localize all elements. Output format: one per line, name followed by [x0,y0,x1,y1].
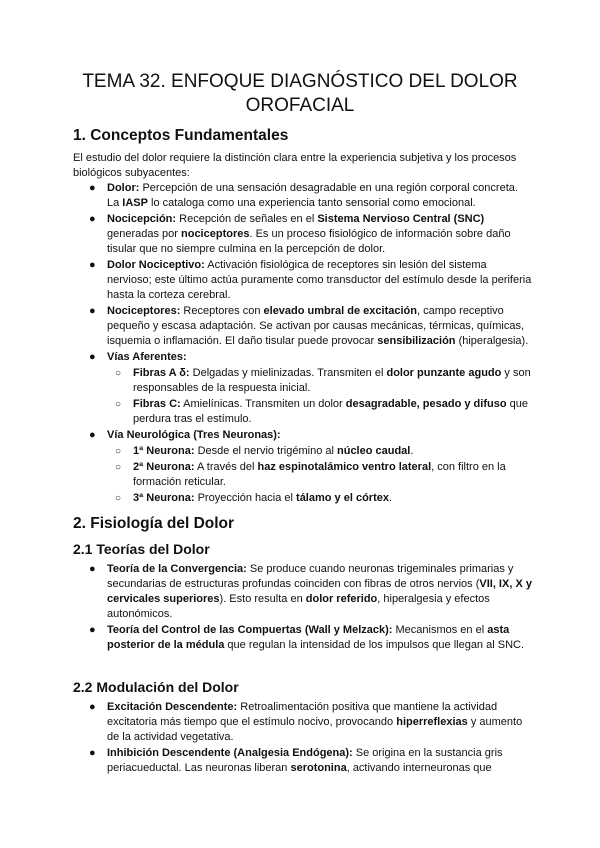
page-title: TEMA 32. ENFOQUE DIAGNÓSTICO DEL DOLOR OROFACIAL [82,71,518,116]
list-item-inhibicion: ● Inhibición Descendente (Analgesia Endógena): Se origina en la sustancia gris periacueductal. Las neuronas liberan serotonina, activando interneuronas que [89,747,503,774]
list-item-dolor: ● Dolor: Percepción de una sensación desagradable en una región corporal concreta. La IASP lo cataloga como una experiencia tanto sensorial como emocional. [89,182,518,209]
list-item-compuertas: ● Teoría del Control de las Compuertas (Wall y Melzack): Mecanismos en el asta posterior de la médula que regulan la intensidad de los impulsos que llegan al SNC. [89,624,525,651]
conceptos-list [73,181,533,507]
list-item-excitacion: ● Excitación Descendente: Retroalimentación positiva que mantiene la actividad excitatoria más tiempo que el estímulo nocivo, provocando hiperreflexias y aumento de la actividad vegetativa. [89,701,523,743]
list-item-neurona-1: ○ 1ª Neurona: Desde el nervio trigémino al núcleo caudal. [115,445,414,457]
section-heading-fisiologia: 2. Fisiología del Dolor [73,515,235,532]
list-item-via-neurologica: ● Vía Neurológica (Tres Neuronas): [89,429,281,441]
list-item-convergencia: ● Teoría de la Convergencia: Se produce cuando neuronas trigeminales primarias y secundarias de estructuras profundas coinciden con fibras de otros nervios (VII, IX, X y cervicales superiores). Esto resulta en dolor referido, hiperalgesia y efectos autonómicos. [89,563,532,620]
list-item-nociceptores: ● Nociceptores: Receptores con elevado umbral de excitación, campo receptivo pequeño y escasa adaptación. Se activan por causas mecánicas, térmicas, químicas, isquemia o inflamación. El daño tisular puede provocar sensibilización (hiperalgesia). [89,305,529,347]
list-item-neurona-3: ○ 3ª Neurona: Proyección hacia el tálamo y el córtex. [115,492,393,504]
section-heading-conceptos: 1. Conceptos Fundamentales [73,127,289,144]
list-item-dolor-nociceptivo: ● Dolor Nociceptivo: Activación fisiológica de receptores sin lesión del sistema nervioso; este último actúa puramente como transductor del estímulo desde la periferia hasta la corteza cerebral. [89,259,532,301]
list-item-nocicepcion: ● Nocicepción: Recepción de señales en el Sistema Nervioso Central (SNC) generadas por nociceptores. Es un proceso fisiológico de información sobre daño tisular que no siempre culmina en la percepción de dolor. [89,213,511,255]
teorias-list [73,562,533,654]
subheading-modulacion: 2.2 Modulación del Dolor [73,679,239,695]
list-item-fibras-a: ○ Fibras A δ: Delgadas y mielinizadas. Transmiten el dolor punzante agudo y son responsables de la respuesta inicial. [115,367,531,394]
intro-paragraph: El estudio del dolor requiere la distinción clara entre la experiencia subjetiva y los procesos biológicos subyacentes: [73,152,517,179]
modulacion-list [73,700,533,777]
subheading-teorias: 2.1 Teorías del Dolor [73,541,210,557]
list-item-fibras-c: ○ Fibras C: Amielínicas. Transmiten un dolor desagradable, pesado y difuso que perdura tras el estímulo. [115,398,528,425]
list-item-neurona-2: ○ 2ª Neurona: A través del haz espinotalámico ventro lateral, con filtro en la formación reticular. [115,461,506,488]
list-item-vias-aferentes: ● Vías Aferentes: [89,351,187,363]
